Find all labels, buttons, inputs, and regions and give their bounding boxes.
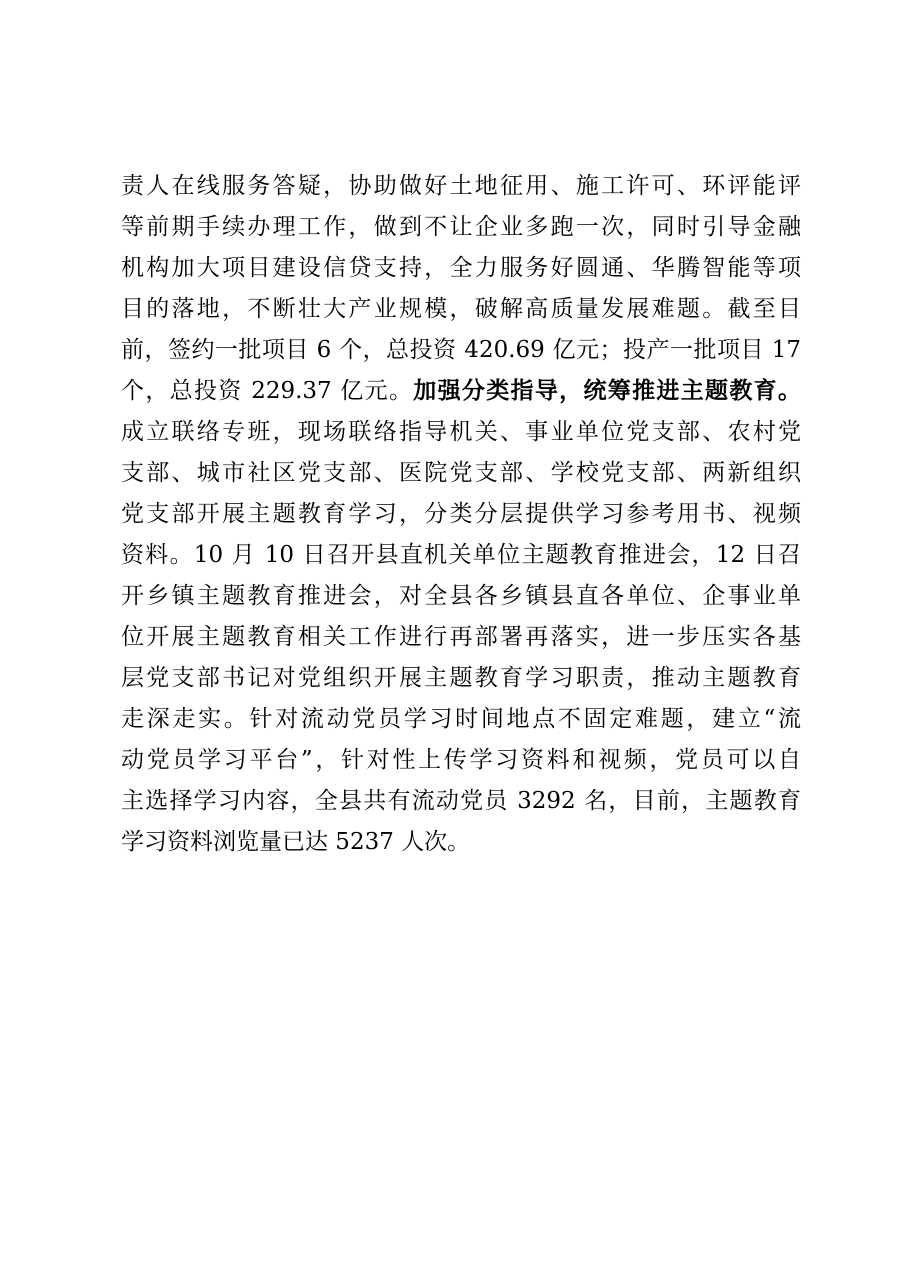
text-line: 成立联络专班，现场联络指导机关、事业单位党支部、农村党 [121,419,801,445]
text-line: 支部、城市社区党支部、医院党支部、学校党支部、两新组织 [121,460,801,486]
section-heading: 加强分类指导，统筹推进主题教育。 [413,378,802,404]
text-line: 走深走实。针对流动党员学习时间地点不固定难题，建立“流 [121,706,801,732]
text-segment: 个，总投资 229.37 亿元。 [121,378,414,404]
text-line: 前，签约一批项目 6 个，总投资 420.69 亿元；投产一批项目 17 [121,337,801,363]
text-line: 责人在线服务答疑，协助做好土地征用、施工许可、环评能评 [121,173,801,199]
text-line: 机构加大项目建设信贷支持，全力服务好圆通、华腾智能等项 [121,255,801,281]
text-line: 开乡镇主题教育推进会，对全县各乡镇县直各单位、企事业单 [121,583,801,609]
text-line: 主选择学习内容，全县共有流动党员 3292 名，目前，主题教育 [121,788,801,814]
text-line-with-heading [121,371,801,412]
text-line: 资料。10 月 10 日召开县直机关单位主题教育推进会，12 日召 [121,542,801,568]
text-line: 目的落地，不断壮大产业规模，破解高质量发展难题。截至目 [121,296,801,322]
body-paragraph [121,166,801,863]
text-line: 等前期手续办理工作，做到不让企业多跑一次，同时引导金融 [121,214,801,240]
text-line: 动党员学习平台”，针对性上传学习资料和视频，党员可以自 [121,747,801,773]
text-line: 层党支部书记对党组织开展主题教育学习职责，推动主题教育 [121,665,801,691]
text-line: 党支部开展主题教育学习，分类分层提供学习参考用书、视频 [121,501,801,527]
text-line: 位开展主题教育相关工作进行再部署再落实，进一步压实各基 [121,624,801,650]
text-line: 学习资料浏览量已达 5237 人次。 [121,829,471,855]
